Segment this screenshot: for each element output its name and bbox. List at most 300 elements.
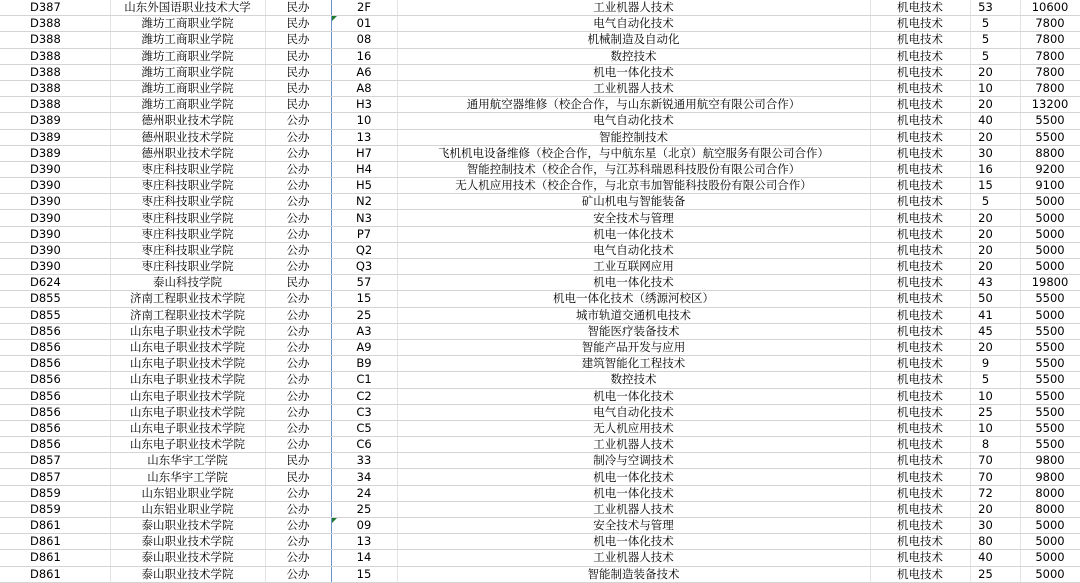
tuition-cell[interactable]: 5000 (1020, 242, 1080, 258)
school-name-cell[interactable]: 枣庄科技职业学院 (110, 194, 265, 210)
plan-count-value: 45 (978, 323, 993, 338)
plan-count-cell[interactable] (970, 259, 1020, 275)
major-code-cell[interactable]: 15 (331, 566, 397, 582)
major-name-cell[interactable]: 机电一体化技术（绣源河校区） (397, 291, 870, 307)
category-cell[interactable]: 机电技术 (870, 242, 970, 258)
major-code-cell[interactable]: A8 (331, 80, 397, 96)
category-cell[interactable]: 机电技术 (870, 420, 970, 436)
category-cell[interactable]: 机电技术 (870, 16, 970, 32)
plan-count-cell[interactable] (970, 550, 1020, 566)
school-code-cell[interactable]: D856 (0, 437, 110, 453)
category-cell[interactable]: 机电技术 (870, 372, 970, 388)
tuition-cell[interactable]: 5500 (1020, 404, 1080, 420)
plan-count-cell[interactable] (970, 145, 1020, 161)
major-code-cell[interactable]: 25 (331, 307, 397, 323)
table-row (0, 161, 1080, 177)
plan-count-cell[interactable] (970, 275, 1020, 291)
major-name-cell[interactable]: 机电一体化技术 (397, 534, 870, 550)
school-name-cell[interactable]: 山东电子职业技术学院 (110, 388, 265, 404)
school-name-cell[interactable]: 泰山职业技术学院 (110, 566, 265, 582)
major-code-cell[interactable]: C5 (331, 420, 397, 436)
school-name-cell[interactable]: 山东电子职业技术学院 (110, 437, 265, 453)
school-code-cell[interactable]: D856 (0, 404, 110, 420)
plan-count-value: 5 (981, 372, 990, 387)
category-cell[interactable]: 机电技术 (870, 453, 970, 469)
school-type-cell[interactable]: 公办 (265, 226, 331, 242)
school-code-cell[interactable]: D856 (0, 372, 110, 388)
major-name-cell[interactable]: 安全技术与管理 (397, 518, 870, 534)
tuition-cell[interactable]: 5000 (1020, 518, 1080, 534)
major-code-cell[interactable]: 16 (331, 48, 397, 64)
tuition-cell[interactable]: 5000 (1020, 259, 1080, 275)
school-code-cell[interactable]: D859 (0, 501, 110, 517)
plan-count-cell[interactable] (970, 566, 1020, 582)
tuition-cell[interactable]: 5500 (1020, 388, 1080, 404)
plan-count-value: 70 (978, 469, 993, 484)
category-cell[interactable]: 机电技术 (870, 339, 970, 355)
tuition-cell[interactable]: 10600 (1020, 0, 1080, 16)
school-name-cell[interactable]: 山东华宇工学院 (110, 469, 265, 485)
tuition-cell[interactable]: 7800 (1020, 16, 1080, 32)
major-code-cell[interactable]: 15 (331, 291, 397, 307)
school-type-cell[interactable]: 公办 (265, 420, 331, 436)
major-name-cell[interactable]: 智能制造装备技术 (397, 566, 870, 582)
school-name-cell[interactable]: 山东电子职业技术学院 (110, 356, 265, 372)
school-code-cell[interactable]: D388 (0, 80, 110, 96)
major-name-cell[interactable]: 无人机应用技术（校企合作，与北京韦加智能科技股份有限公司合作） (397, 178, 870, 194)
plan-count-cell[interactable] (970, 210, 1020, 226)
school-type-cell[interactable]: 民办 (265, 32, 331, 48)
tuition-cell[interactable]: 5000 (1020, 550, 1080, 566)
tuition-cell[interactable]: 9200 (1020, 161, 1080, 177)
school-name-cell[interactable]: 枣庄科技职业学院 (110, 210, 265, 226)
plan-count-cell[interactable] (970, 16, 1020, 32)
school-name-cell[interactable]: 德州职业技术学院 (110, 113, 265, 129)
tuition-cell[interactable]: 13200 (1020, 97, 1080, 113)
tuition-cell[interactable]: 8000 (1020, 501, 1080, 517)
school-type-cell[interactable]: 公办 (265, 194, 331, 210)
school-code-cell[interactable]: D855 (0, 307, 110, 323)
plan-count-cell[interactable] (970, 194, 1020, 210)
school-type-cell[interactable]: 公办 (265, 291, 331, 307)
school-name-cell[interactable]: 潍坊工商职业学院 (110, 48, 265, 64)
category-cell[interactable]: 机电技术 (870, 518, 970, 534)
category-cell[interactable]: 机电技术 (870, 226, 970, 242)
major-name-cell[interactable]: 城市轨道交通机电技术 (397, 307, 870, 323)
table-row (0, 469, 1080, 485)
category-cell[interactable]: 机电技术 (870, 145, 970, 161)
plan-count-cell[interactable] (970, 226, 1020, 242)
major-name-cell[interactable]: 飞机机电设备维修（校企合作，与中航东星（北京）航空服务有限公司合作） (397, 145, 870, 161)
school-type-cell[interactable]: 公办 (265, 323, 331, 339)
plan-count-cell[interactable] (970, 404, 1020, 420)
major-name-cell[interactable]: 工业机器人技术 (397, 0, 870, 16)
category-cell[interactable]: 机电技术 (870, 0, 970, 16)
school-name-cell[interactable]: 潍坊工商职业学院 (110, 32, 265, 48)
school-code-cell[interactable]: D388 (0, 64, 110, 80)
school-type-cell[interactable]: 公办 (265, 518, 331, 534)
major-code-cell[interactable]: A6 (331, 64, 397, 80)
tuition-cell[interactable]: 9800 (1020, 453, 1080, 469)
school-name-cell[interactable]: 潍坊工商职业学院 (110, 16, 265, 32)
major-name-cell[interactable]: 工业机器人技术 (397, 550, 870, 566)
tuition-cell[interactable]: 5500 (1020, 323, 1080, 339)
plan-count-cell[interactable] (970, 307, 1020, 323)
school-name-cell[interactable]: 山东电子职业技术学院 (110, 404, 265, 420)
school-code-cell[interactable]: D390 (0, 210, 110, 226)
major-code-cell[interactable]: A9 (331, 339, 397, 355)
tuition-cell[interactable]: 5500 (1020, 113, 1080, 129)
school-name-cell[interactable]: 枣庄科技职业学院 (110, 178, 265, 194)
school-type-cell[interactable]: 民办 (265, 16, 331, 32)
category-cell[interactable]: 机电技术 (870, 291, 970, 307)
plan-count-cell[interactable] (970, 469, 1020, 485)
major-code-cell[interactable]: Q3 (331, 259, 397, 275)
school-name-cell[interactable]: 潍坊工商职业学院 (110, 97, 265, 113)
category-cell[interactable]: 机电技术 (870, 534, 970, 550)
category-cell[interactable]: 机电技术 (870, 550, 970, 566)
major-code-cell[interactable]: H4 (331, 161, 397, 177)
plan-count-cell[interactable] (970, 48, 1020, 64)
school-code-cell[interactable]: D388 (0, 48, 110, 64)
school-name-cell[interactable]: 济南工程职业技术学院 (110, 291, 265, 307)
major-name-cell[interactable]: 工业机器人技术 (397, 501, 870, 517)
school-type-cell[interactable]: 公办 (265, 307, 331, 323)
major-code-cell[interactable]: 01 (331, 16, 397, 32)
plan-count-value: 15 (978, 178, 993, 193)
school-name-cell[interactable]: 山东外国语职业技术大学 (110, 0, 265, 16)
school-code-cell[interactable]: D388 (0, 32, 110, 48)
plan-count-cell[interactable] (970, 420, 1020, 436)
table-row (0, 550, 1080, 566)
major-code-cell[interactable]: C2 (331, 388, 397, 404)
category-cell[interactable]: 机电技术 (870, 275, 970, 291)
major-code-cell[interactable]: 08 (331, 32, 397, 48)
plan-count-cell[interactable] (970, 339, 1020, 355)
school-code-cell[interactable]: D856 (0, 323, 110, 339)
tuition-cell[interactable]: 7800 (1020, 32, 1080, 48)
major-name-cell[interactable]: 电气自动化技术 (397, 113, 870, 129)
school-name-cell[interactable]: 泰山职业技术学院 (110, 518, 265, 534)
school-type-cell[interactable]: 民办 (265, 469, 331, 485)
category-cell[interactable]: 机电技术 (870, 501, 970, 517)
tuition-cell[interactable]: 5000 (1020, 194, 1080, 210)
school-type-cell[interactable]: 公办 (265, 534, 331, 550)
major-name-cell[interactable]: 制冷与空调技术 (397, 453, 870, 469)
major-name-cell[interactable]: 建筑智能化工程技术 (397, 356, 870, 372)
school-type-cell[interactable]: 公办 (265, 339, 331, 355)
school-name-cell[interactable]: 潍坊工商职业学院 (110, 64, 265, 80)
tuition-cell[interactable]: 5000 (1020, 226, 1080, 242)
major-code-cell[interactable]: 13 (331, 129, 397, 145)
category-cell[interactable]: 机电技术 (870, 388, 970, 404)
major-code-cell[interactable]: 10 (331, 113, 397, 129)
major-name-cell[interactable]: 智能医疗装备技术 (397, 323, 870, 339)
school-type-cell[interactable]: 公办 (265, 566, 331, 582)
plan-count-cell[interactable] (970, 113, 1020, 129)
school-code-cell[interactable]: D390 (0, 161, 110, 177)
major-code-cell[interactable]: Q2 (331, 242, 397, 258)
school-code-cell[interactable]: D390 (0, 242, 110, 258)
school-code-cell[interactable]: D861 (0, 518, 110, 534)
table-row (0, 518, 1080, 534)
tuition-cell[interactable]: 5500 (1020, 129, 1080, 145)
major-code-cell[interactable]: C1 (331, 372, 397, 388)
plan-count-value: 80 (978, 534, 993, 549)
tuition-cell[interactable]: 9800 (1020, 469, 1080, 485)
major-name-cell[interactable]: 工业机器人技术 (397, 437, 870, 453)
school-code-cell[interactable]: D861 (0, 566, 110, 582)
category-cell[interactable]: 机电技术 (870, 437, 970, 453)
school-code-cell[interactable]: D390 (0, 194, 110, 210)
plan-count-cell[interactable] (970, 485, 1020, 501)
school-code-cell[interactable]: D387 (0, 0, 110, 16)
plan-count-cell[interactable] (970, 97, 1020, 113)
school-type-cell[interactable]: 公办 (265, 388, 331, 404)
major-name-cell[interactable]: 机械制造及自动化 (397, 32, 870, 48)
major-code-cell[interactable]: N3 (331, 210, 397, 226)
school-type-cell[interactable]: 民办 (265, 0, 331, 16)
tuition-cell[interactable]: 5500 (1020, 291, 1080, 307)
school-type-cell[interactable]: 公办 (265, 404, 331, 420)
category-cell[interactable]: 机电技术 (870, 485, 970, 501)
school-name-cell[interactable]: 山东电子职业技术学院 (110, 339, 265, 355)
plan-count-value: 20 (978, 340, 993, 355)
major-name-cell[interactable]: 电气自动化技术 (397, 16, 870, 32)
major-name-cell[interactable]: 电气自动化技术 (397, 242, 870, 258)
school-type-cell[interactable]: 公办 (265, 178, 331, 194)
plan-count-cell[interactable] (970, 501, 1020, 517)
school-type-cell[interactable]: 公办 (265, 113, 331, 129)
school-code-cell[interactable]: D861 (0, 550, 110, 566)
major-name-cell[interactable]: 电气自动化技术 (397, 404, 870, 420)
school-type-cell[interactable]: 公办 (265, 210, 331, 226)
school-code-cell[interactable]: D856 (0, 420, 110, 436)
category-cell[interactable]: 机电技术 (870, 307, 970, 323)
category-cell[interactable]: 机电技术 (870, 64, 970, 80)
plan-count-cell[interactable] (970, 453, 1020, 469)
tuition-cell[interactable]: 9100 (1020, 178, 1080, 194)
plan-count-value: 20 (978, 64, 993, 79)
category-cell[interactable]: 机电技术 (870, 404, 970, 420)
school-name-cell[interactable]: 枣庄科技职业学院 (110, 259, 265, 275)
category-cell[interactable]: 机电技术 (870, 113, 970, 129)
major-code-cell[interactable]: 09 (331, 518, 397, 534)
major-name-cell[interactable]: 智能控制技术（校企合作，与江苏科瑞恩科技股份有限公司合作） (397, 161, 870, 177)
plan-count-cell[interactable] (970, 178, 1020, 194)
major-name-cell[interactable]: 智能产品开发与应用 (397, 339, 870, 355)
major-code-cell[interactable]: 14 (331, 550, 397, 566)
tuition-cell[interactable]: 5000 (1020, 534, 1080, 550)
school-name-cell[interactable]: 枣庄科技职业学院 (110, 161, 265, 177)
school-type-cell[interactable]: 民办 (265, 80, 331, 96)
plan-count-cell[interactable] (970, 129, 1020, 145)
plan-count-cell[interactable] (970, 242, 1020, 258)
school-code-cell[interactable]: D624 (0, 275, 110, 291)
school-name-cell[interactable]: 德州职业技术学院 (110, 129, 265, 145)
school-name-cell[interactable]: 山东华宇工学院 (110, 453, 265, 469)
major-code-cell[interactable]: C6 (331, 437, 397, 453)
plan-count-cell[interactable] (970, 372, 1020, 388)
major-name-cell[interactable]: 机电一体化技术 (397, 388, 870, 404)
major-code-cell[interactable]: H3 (331, 97, 397, 113)
major-name-cell[interactable]: 机电一体化技术 (397, 64, 870, 80)
school-name-cell[interactable]: 山东电子职业技术学院 (110, 372, 265, 388)
school-name-cell[interactable]: 泰山职业技术学院 (110, 550, 265, 566)
major-name-cell[interactable]: 数控技术 (397, 372, 870, 388)
plan-count-cell[interactable] (970, 437, 1020, 453)
school-code-cell[interactable]: D856 (0, 388, 110, 404)
school-code-cell[interactable]: D861 (0, 534, 110, 550)
school-type-cell[interactable]: 公办 (265, 161, 331, 177)
tuition-cell[interactable]: 5500 (1020, 420, 1080, 436)
category-cell[interactable]: 机电技术 (870, 178, 970, 194)
school-code-cell[interactable]: D856 (0, 339, 110, 355)
category-cell[interactable]: 机电技术 (870, 129, 970, 145)
major-name-cell[interactable]: 安全技术与管理 (397, 210, 870, 226)
school-name-cell[interactable]: 山东电子职业技术学院 (110, 420, 265, 436)
category-cell[interactable]: 机电技术 (870, 161, 970, 177)
tuition-cell[interactable]: 7800 (1020, 48, 1080, 64)
tuition-cell[interactable]: 5500 (1020, 339, 1080, 355)
plan-count-cell[interactable] (970, 534, 1020, 550)
major-code-cell[interactable]: 24 (331, 485, 397, 501)
school-name-cell[interactable]: 德州职业技术学院 (110, 145, 265, 161)
school-name-cell[interactable]: 泰山职业技术学院 (110, 534, 265, 550)
tuition-cell[interactable]: 5000 (1020, 307, 1080, 323)
school-type-cell[interactable]: 公办 (265, 259, 331, 275)
major-name-cell[interactable]: 工业互联网应用 (397, 259, 870, 275)
major-name-cell[interactable]: 工业机器人技术 (397, 80, 870, 96)
school-type-cell[interactable]: 公办 (265, 501, 331, 517)
plan-count-cell[interactable] (970, 518, 1020, 534)
school-code-cell[interactable]: D389 (0, 129, 110, 145)
major-code-cell[interactable]: H5 (331, 178, 397, 194)
major-code-cell[interactable]: B9 (331, 356, 397, 372)
school-code-cell[interactable]: D390 (0, 259, 110, 275)
plan-count-cell[interactable] (970, 388, 1020, 404)
major-name-cell[interactable]: 机电一体化技术 (397, 275, 870, 291)
plan-count-cell[interactable] (970, 80, 1020, 96)
school-type-cell[interactable]: 民办 (265, 64, 331, 80)
major-code-cell[interactable]: A3 (331, 323, 397, 339)
school-name-cell[interactable]: 济南工程职业技术学院 (110, 307, 265, 323)
category-cell[interactable]: 机电技术 (870, 323, 970, 339)
school-code-cell[interactable]: D856 (0, 356, 110, 372)
plan-count-cell[interactable] (970, 323, 1020, 339)
major-code-cell[interactable]: H7 (331, 145, 397, 161)
school-name-cell[interactable]: 山东电子职业技术学院 (110, 323, 265, 339)
plan-count-cell[interactable] (970, 291, 1020, 307)
school-type-cell[interactable]: 民办 (265, 97, 331, 113)
major-name-cell[interactable]: 矿山机电与智能装备 (397, 194, 870, 210)
major-code-cell[interactable]: P7 (331, 226, 397, 242)
school-type-cell[interactable]: 公办 (265, 485, 331, 501)
school-code-cell[interactable]: D859 (0, 485, 110, 501)
category-cell[interactable]: 机电技术 (870, 469, 970, 485)
school-name-cell[interactable]: 枣庄科技职业学院 (110, 226, 265, 242)
tuition-cell[interactable]: 5500 (1020, 372, 1080, 388)
tuition-cell[interactable]: 8800 (1020, 145, 1080, 161)
school-name-cell[interactable]: 山东铝业职业学院 (110, 485, 265, 501)
plan-count-value: 10 (978, 388, 993, 403)
school-code-cell[interactable]: D390 (0, 178, 110, 194)
category-cell[interactable]: 机电技术 (870, 48, 970, 64)
school-code-cell[interactable]: D857 (0, 453, 110, 469)
major-code-cell[interactable]: 13 (331, 534, 397, 550)
category-cell[interactable]: 机电技术 (870, 97, 970, 113)
tuition-cell[interactable]: 8000 (1020, 485, 1080, 501)
school-code-cell[interactable]: D855 (0, 291, 110, 307)
major-name-cell[interactable]: 数控技术 (397, 48, 870, 64)
major-name-cell[interactable]: 通用航空器维修（校企合作，与山东新锐通用航空有限公司合作） (397, 97, 870, 113)
school-name-cell[interactable]: 山东铝业职业学院 (110, 501, 265, 517)
tuition-cell[interactable]: 5500 (1020, 437, 1080, 453)
category-cell[interactable]: 机电技术 (870, 259, 970, 275)
major-name-cell[interactable]: 机电一体化技术 (397, 485, 870, 501)
major-name-cell[interactable]: 机电一体化技术 (397, 226, 870, 242)
school-type-cell[interactable]: 民办 (265, 275, 331, 291)
school-code-cell[interactable]: D389 (0, 145, 110, 161)
category-cell[interactable]: 机电技术 (870, 32, 970, 48)
major-code-cell[interactable]: 2F (331, 0, 397, 16)
major-code-cell[interactable]: 25 (331, 501, 397, 517)
tuition-cell[interactable]: 7800 (1020, 80, 1080, 96)
school-type-cell[interactable]: 公办 (265, 129, 331, 145)
major-code-cell[interactable]: N2 (331, 194, 397, 210)
tuition-cell[interactable]: 19800 (1020, 275, 1080, 291)
major-code-cell[interactable]: 33 (331, 453, 397, 469)
tuition-cell[interactable]: 5000 (1020, 566, 1080, 582)
tuition-cell[interactable]: 5500 (1020, 356, 1080, 372)
major-name-cell[interactable]: 机电一体化技术 (397, 469, 870, 485)
category-cell[interactable]: 机电技术 (870, 210, 970, 226)
plan-count-cell[interactable] (970, 356, 1020, 372)
category-cell[interactable]: 机电技术 (870, 80, 970, 96)
major-code-cell[interactable]: 57 (331, 275, 397, 291)
category-cell[interactable]: 机电技术 (870, 566, 970, 582)
school-name-cell[interactable]: 潍坊工商职业学院 (110, 80, 265, 96)
tuition-cell[interactable]: 5000 (1020, 210, 1080, 226)
school-type-cell[interactable]: 民办 (265, 453, 331, 469)
plan-count-cell[interactable] (970, 32, 1020, 48)
school-type-cell[interactable]: 公办 (265, 550, 331, 566)
category-cell[interactable]: 机电技术 (870, 194, 970, 210)
school-code-cell[interactable]: D389 (0, 113, 110, 129)
major-name-cell[interactable]: 智能控制技术 (397, 129, 870, 145)
school-type-cell[interactable]: 民办 (265, 48, 331, 64)
plan-count-cell[interactable] (970, 64, 1020, 80)
major-code-cell[interactable]: C3 (331, 404, 397, 420)
school-name-cell[interactable]: 枣庄科技职业学院 (110, 242, 265, 258)
school-type-cell[interactable]: 公办 (265, 145, 331, 161)
major-name-cell[interactable]: 无人机应用技术 (397, 420, 870, 436)
school-name-cell[interactable]: 泰山科技学院 (110, 275, 265, 291)
plan-count-cell[interactable] (970, 161, 1020, 177)
category-cell[interactable]: 机电技术 (870, 356, 970, 372)
school-code-cell[interactable]: D388 (0, 16, 110, 32)
school-code-cell[interactable]: D390 (0, 226, 110, 242)
school-type-cell[interactable]: 公办 (265, 242, 331, 258)
plan-count-cell[interactable] (970, 0, 1020, 16)
school-code-cell[interactable]: D857 (0, 469, 110, 485)
school-type-cell[interactable]: 公办 (265, 356, 331, 372)
tuition-cell[interactable]: 7800 (1020, 64, 1080, 80)
school-type-cell[interactable]: 公办 (265, 437, 331, 453)
school-code-cell[interactable]: D388 (0, 97, 110, 113)
school-type-cell[interactable]: 公办 (265, 372, 331, 388)
major-code-cell[interactable]: 34 (331, 469, 397, 485)
